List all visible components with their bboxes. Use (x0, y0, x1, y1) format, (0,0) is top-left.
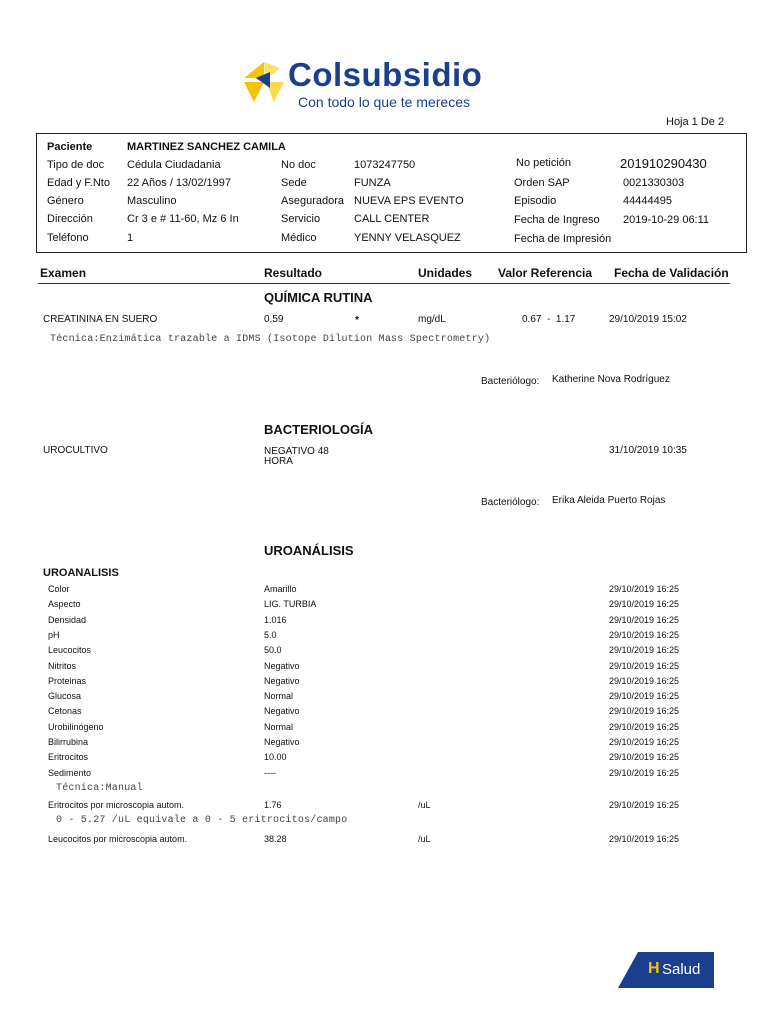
exam-date: 29/10/2019 16:25 (609, 676, 680, 686)
orden-sap-value: 0021330303 (623, 177, 685, 189)
brand-tagline: Con todo lo que te mereces (298, 94, 470, 110)
exam-name: Bilirrubina (48, 737, 89, 747)
paciente-label: Paciente (47, 141, 93, 153)
exam-result: Normal (264, 691, 294, 701)
exam-units: /uL (418, 834, 431, 844)
exam-result: 0.59 (264, 314, 284, 325)
exam-name: CREATININA EN SUERO (43, 314, 158, 325)
aseguradora-value: NUEVA EPS EVENTO (354, 195, 464, 207)
salud-h-icon: H (648, 960, 660, 977)
group-title: UROANALISIS (43, 567, 119, 579)
medico-value: YENNY VELASQUEZ (354, 232, 461, 244)
bacteriologo-label: Bacteriólogo: (481, 376, 540, 387)
exam-units: mg/dL (418, 314, 446, 325)
exam-date: 29/10/2019 16:25 (609, 630, 680, 640)
header-divider (38, 283, 730, 284)
sede-label: Sede (281, 177, 307, 189)
exam-date: 29/10/2019 16:25 (609, 661, 680, 671)
col-valor-referencia: Valor Referencia (498, 266, 593, 280)
no-doc-label: No doc (281, 159, 316, 171)
exam-name: Leucocitos por microscopia autom. (48, 834, 188, 844)
medico-label: Médico (281, 232, 317, 244)
fecha-impresion-label: Fecha de Impresión (514, 233, 612, 245)
episodio-label: Episodio (514, 195, 557, 207)
tipo-doc-value: Cédula Ciudadania (127, 159, 221, 171)
exam-units: /uL (418, 800, 431, 810)
exam-name: Color (48, 584, 70, 594)
exam-reference: 0.67 - 1.17 (522, 314, 576, 325)
edad-value: 22 Años / 13/02/1997 (127, 177, 231, 189)
servicio-value: CALL CENTER (354, 213, 430, 225)
exam-name: Aspecto (48, 599, 81, 609)
exam-result: LIG. TURBIA (264, 599, 317, 609)
exam-result: 1.016 (264, 615, 287, 625)
salud-badge-text: Salud (662, 961, 701, 978)
exam-name: Glucosa (48, 691, 82, 701)
exam-date: 29/10/2019 16:25 (609, 706, 680, 716)
exam-result: Negativo (264, 676, 300, 686)
result-flag: * (355, 315, 359, 326)
exam-date: 29/10/2019 16:25 (609, 722, 680, 732)
technique-manual: Técnica:Manual (56, 783, 143, 794)
sede-value: FUNZA (354, 177, 391, 189)
col-unidades: Unidades (418, 266, 473, 280)
direccion-label: Dirección (47, 213, 93, 225)
exam-date: 29/10/2019 15:02 (609, 314, 687, 325)
exam-date: 31/10/2019 10:35 (609, 445, 687, 456)
exam-name: Cetonas (48, 706, 82, 716)
logo (240, 56, 502, 112)
exam-name: pH (48, 630, 60, 640)
fecha-ingreso-value: 2019-10-29 06:11 (623, 214, 710, 226)
exam-date: 29/10/2019 16:25 (609, 800, 680, 810)
salud-badge (618, 952, 714, 988)
tipo-doc-label: Tipo de doc (47, 159, 105, 171)
exam-result: 5.0 (264, 630, 277, 640)
exam-date: 29/10/2019 16:25 (609, 834, 680, 844)
exam-result: Normal (264, 722, 294, 732)
exam-name: UROCULTIVO (43, 445, 108, 456)
exam-date: 29/10/2019 16:25 (609, 737, 680, 747)
exam-result: 10.00 (264, 752, 287, 762)
col-fecha-validacion: Fecha de Validación (614, 266, 729, 280)
exam-result: ---- (264, 768, 276, 778)
eritrocitos-note: 0 - 5.27 /uL equivale a 0 - 5 eritrocitos/campo (56, 815, 348, 826)
exam-result: NEGATIVO 48 (264, 446, 329, 457)
telefono-label: Teléfono (47, 232, 89, 244)
bacteriologo-name: Katherine Nova Rodríguez (552, 374, 670, 385)
direccion-value: Cr 3 e # 11-60, Mz 6 In (127, 213, 239, 225)
section-title-quimica: QUÍMICA RUTINA (264, 290, 373, 305)
exam-date: 29/10/2019 16:25 (609, 615, 680, 625)
section-title-uroanalisis: UROANÁLISIS (264, 543, 354, 558)
exam-date: 29/10/2019 16:25 (609, 691, 680, 701)
genero-value: Masculino (127, 195, 177, 207)
colsubsidio-logo-icon (240, 58, 288, 106)
paciente-value: MARTINEZ SANCHEZ CAMILA (127, 141, 286, 153)
page-indicator: Hoja 1 De 2 (666, 116, 725, 128)
exam-name: Densidad (48, 615, 87, 625)
aseguradora-label: Aseguradora (281, 195, 344, 207)
exam-result: Negativo (264, 661, 300, 671)
orden-sap-label: Orden SAP (514, 177, 570, 189)
exam-date: 29/10/2019 16:25 (609, 645, 680, 655)
exam-name: Eritrocitos por microscopia autom. (48, 800, 185, 810)
exam-result: Negativo (264, 737, 300, 747)
genero-label: Género (47, 195, 84, 207)
exam-name: Proteinas (48, 676, 87, 686)
exam-result-cont: HORA (264, 456, 293, 467)
no-peticion-label: No petición (516, 157, 572, 169)
exam-date: 29/10/2019 16:25 (609, 599, 680, 609)
no-doc-value: 1073247750 (354, 159, 416, 171)
exam-name: Leucocitos (48, 645, 92, 655)
technique-note: Técnica:Enzimática trazable a IDMS (Isotope Dilution Mass Spectrometry) (50, 334, 491, 345)
edad-label: Edad y F.Nto (47, 177, 110, 189)
section-title-bacteriologia: BACTERIOLOGÍA (264, 422, 374, 437)
exam-result: 50.0 (264, 645, 282, 655)
no-peticion-value: 201910290430 (620, 156, 707, 171)
exam-name: Sedimento (48, 768, 92, 778)
episodio-value: 44444495 (623, 195, 672, 207)
exam-name: Nitritos (48, 661, 77, 671)
col-resultado: Resultado (264, 266, 323, 280)
exam-result: Amarillo (264, 584, 297, 594)
exam-date: 29/10/2019 16:25 (609, 768, 680, 778)
exam-date: 29/10/2019 16:25 (609, 584, 680, 594)
telefono-value: 1 (127, 232, 134, 244)
servicio-label: Servicio (281, 213, 321, 225)
col-examen: Examen (40, 266, 87, 280)
exam-date: 29/10/2019 16:25 (609, 752, 680, 762)
bacteriologo-name: Erika Aleida Puerto Rojas (552, 495, 666, 506)
exam-name: Eritrocitos (48, 752, 89, 762)
exam-result: Negativo (264, 706, 300, 716)
exam-name: Urobilinógeno (48, 722, 104, 732)
exam-result: 1.76 (264, 800, 282, 810)
brand-name: Colsubsidio (288, 56, 483, 93)
exam-result: 38.28 (264, 834, 287, 844)
bacteriologo-label: Bacteriólogo: (481, 497, 540, 508)
fecha-ingreso-label: Fecha de Ingreso (514, 214, 600, 226)
